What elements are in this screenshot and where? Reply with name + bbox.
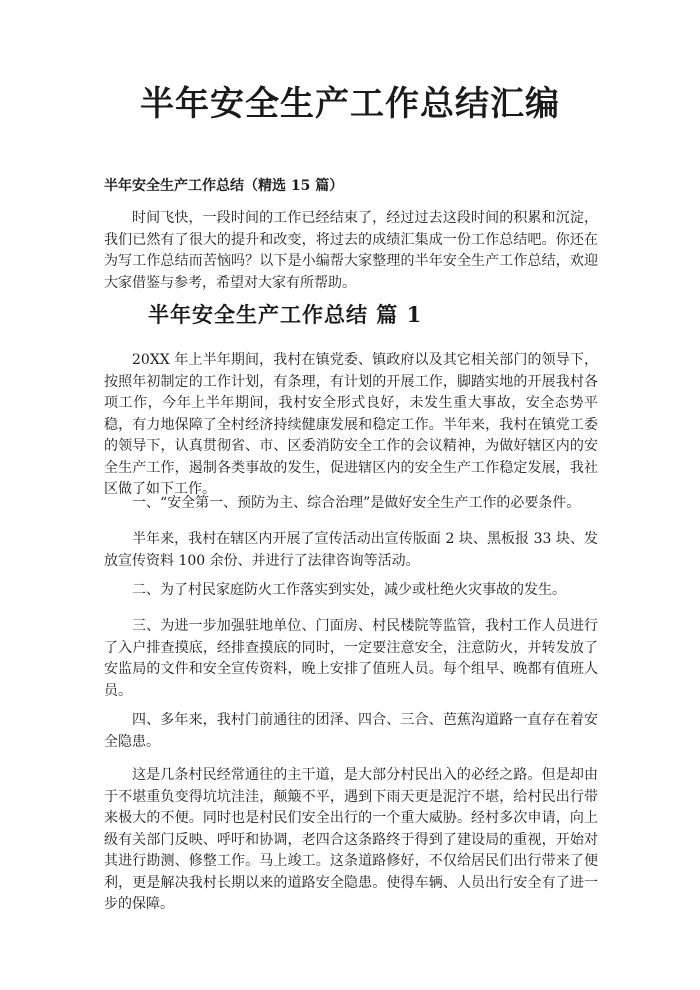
section-title: 半年安全生产工作总结 篇 1 — [148, 302, 423, 327]
document-title: 半年安全生产工作总结汇编 — [140, 84, 560, 124]
intro-paragraph: 时间飞快，一段时间的工作已经结束了，经过过去这段时间的积累和沉淀，我们已然有了很大的提升和改变，将过去的成绩汇集成一份工作总结吧。你还在为写工作总结而苦恼吗？以下是小编帮大家整理的半年安全生产工作总结，欢迎大家借鉴与参考，希望对大家有所帮助。 — [104, 210, 598, 291]
paragraph-5: 三、为进一步加强驻地单位、门面房、村民楼院等监管，我村工作人员进行了入户排查摸底，经排查摸底的同时，一定要注意安全，注意防火，并转发放了安监局的文件和安全宣传资料，晚上安排了值班人员。每个组早、晚都有值班人员。 — [104, 618, 598, 699]
paragraph-2: 一、“安全第一、预防为主、综合治理”是做好安全生产工作的必要条件。 — [132, 495, 581, 511]
paragraph-1: 20XX 年上半年期间，我村在镇党委、镇政府以及其它相关部门的领导下，按照年初制定的工作计划，有条理，有计划的开展工作，脚踏实地的开展我村各项工作，今年上半年期间，我村安全形式良好，未发生重大事故，安全态势平稳，有力地保障了全村经济持续健康发展和稳定工作。半年来，我村在镇党工委的领导下，认真贯彻省、市、区委消防安全工作的会议精神，为做好辖区内的安全生产工作，遏制各类事故的发生，促进辖区内的安全生产工作稳定发展，我社区做了如下工作。 — [104, 352, 598, 497]
paragraph-6: 四、多年来，我村门前通往的团泽、四合、三合、芭蕉沟道路一直存在着安全隐患。 — [104, 712, 598, 750]
paragraph-7: 这是几条村民经常通往的主干道，是大部分村民出入的必经之路。但是却由于不堪重负变得坑坑洼洼，颠簸不平，遇到下雨天更是泥泞不堪，给村民出行带来极大的不便。同时也是村民们安全出行的一个重大威胁。经村多次申请，向上级有关部门反映、呼吁和协调，老四合这条路终于得到了建设局的重视，开始对其进行勘测、修整工作。马上竣工。这条道路修好，不仅给居民们出行带来了便利，更是解决我村长期以来的道路安全隐患。使得车辆、人员出行安全有了进一步的保障。 — [104, 767, 598, 912]
paragraph-4: 二、为了村民家庭防火工作落实到实处，减少或杜绝火灾事故的发生。 — [132, 582, 566, 598]
paragraph-3: 半年来，我村在辖区内开展了宣传活动出宣传版面 2 块、黑板报 33 块、发放宣传资料 100 余份、并进行了法律咨询等活动。 — [104, 531, 598, 569]
document-subtitle: 半年安全生产工作总结（精选 15 篇） — [104, 178, 344, 194]
